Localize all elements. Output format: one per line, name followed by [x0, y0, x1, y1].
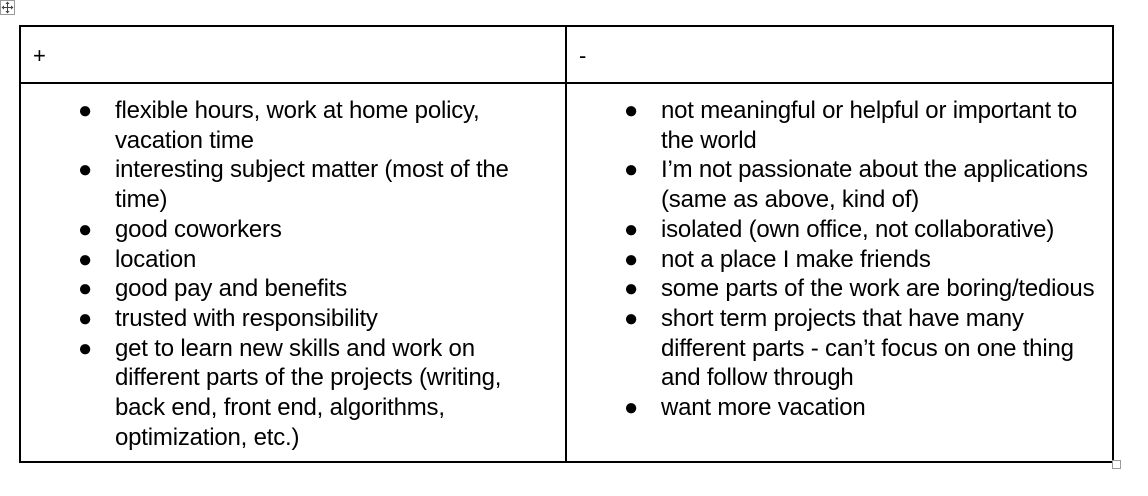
pros-item-text: good pay and benefits	[115, 275, 347, 303]
body-row	[20, 83, 1113, 462]
pros-item-text: flexible hours, work at home policy, vacation time	[115, 97, 480, 154]
pros-item-text: location	[115, 245, 197, 273]
bullet-icon: ●	[623, 394, 639, 422]
cons-cell[interactable]	[566, 83, 1113, 462]
pros-list-item	[21, 245, 557, 275]
bullet-icon: ●	[77, 275, 93, 303]
table-resize-handle-icon[interactable]	[1112, 460, 1121, 469]
bullet-icon: ●	[623, 245, 639, 273]
cons-item-text: some parts of the work are boring/tedious	[661, 275, 1095, 303]
bullet-icon: ●	[77, 304, 93, 332]
cons-list-item	[567, 393, 1104, 423]
bullet-icon: ●	[623, 275, 639, 303]
bullet-icon: ●	[623, 156, 639, 184]
cons-item-text: I’m not passionate about the applications (same as above, kind of)	[661, 156, 1088, 214]
pros-cons-table	[19, 25, 1114, 463]
bullet-icon: ●	[77, 97, 93, 124]
pros-item-text: trusted with responsibility	[115, 304, 378, 332]
bullet-icon: ●	[623, 97, 639, 124]
pros-cell[interactable]	[20, 83, 566, 462]
cons-item-text: not meaningful or helpful or important to the world	[661, 97, 1078, 154]
cons-list-item	[567, 245, 1104, 275]
pros-item-text: good coworkers	[115, 215, 282, 243]
pros-header: +	[33, 43, 46, 68]
pros-list-item	[21, 155, 557, 214]
pros-list	[21, 96, 557, 452]
pros-list-item	[21, 334, 557, 453]
bullet-icon: ●	[77, 334, 93, 362]
cons-item-text: want more vacation	[661, 394, 866, 422]
pros-list-item	[21, 96, 557, 155]
pros-item-text: get to learn new skills and work on different parts of the projects (writing, back end, front end, algorithms, optimization, etc.)	[115, 334, 502, 451]
pros-list-item	[21, 215, 557, 245]
cons-list-item	[567, 96, 1104, 155]
cons-list-item	[567, 274, 1104, 304]
cons-list-item	[567, 155, 1104, 214]
header-row	[20, 26, 1113, 83]
cons-item-text: short term projects that have many different parts - can’t focus on one thing and follow through	[661, 304, 1074, 392]
pros-item-text: interesting subject matter (most of the time)	[115, 156, 509, 214]
cons-item-text: not a place I make friends	[661, 245, 931, 273]
table-move-handle-icon[interactable]	[0, 0, 15, 15]
cons-list	[567, 96, 1104, 423]
bullet-icon: ●	[77, 156, 93, 184]
pros-list-item	[21, 304, 557, 334]
bullet-icon: ●	[623, 215, 639, 243]
move-arrows-icon	[1, 1, 14, 14]
cons-header: -	[579, 43, 587, 68]
pros-header-cell[interactable]	[20, 26, 566, 83]
bullet-icon: ●	[77, 245, 93, 273]
cons-header-cell[interactable]	[566, 26, 1113, 83]
bullet-icon: ●	[77, 215, 93, 243]
bullet-icon: ●	[623, 304, 639, 332]
cons-list-item	[567, 304, 1104, 393]
cons-item-text: isolated (own office, not collaborative)	[661, 215, 1055, 243]
pros-list-item	[21, 274, 557, 304]
cons-list-item	[567, 215, 1104, 245]
